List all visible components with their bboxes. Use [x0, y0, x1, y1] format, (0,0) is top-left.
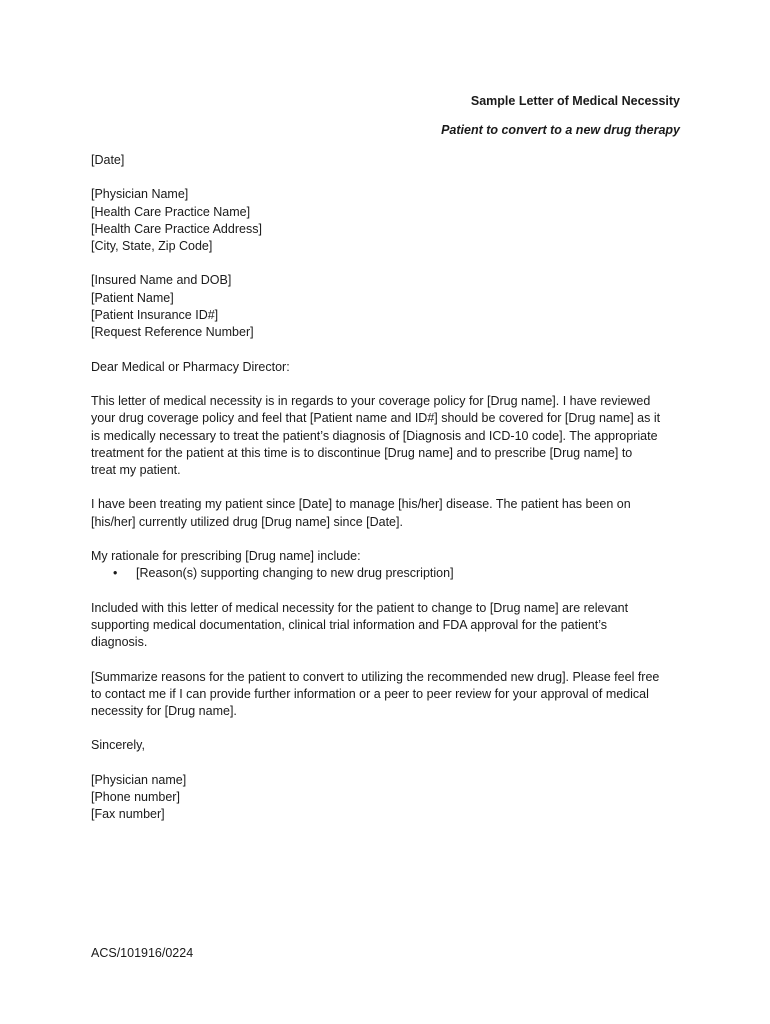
signature-block — [91, 772, 691, 824]
city-state-zip-line: [City, State, Zip Code] — [91, 239, 213, 254]
document-subtitle: Patient to convert to a new drug therapy — [441, 123, 680, 137]
paragraph-line: [his/her] currently utilized drug [Drug name] since [Date]. — [91, 514, 403, 529]
physician-address-block — [91, 186, 691, 255]
closing: Sincerely, — [91, 738, 145, 753]
paragraph-supporting-docs — [91, 600, 681, 652]
insurance-id-line: [Patient Insurance ID#] — [91, 308, 219, 323]
rationale-intro: My rationale for prescribing [Drug name] include: — [91, 549, 361, 564]
paragraph-line: treatment for the patient at this time is to discontinue [Drug name] and to prescribe [Drug name] to — [91, 445, 633, 460]
document-title: Sample Letter of Medical Necessity — [470, 94, 680, 108]
paragraph-line: diagnosis. — [91, 635, 148, 650]
paragraph-summary — [91, 669, 681, 721]
paragraph-line: [Summarize reasons for the patient to convert to utilizing the recommended new drug]. Please feel free — [91, 669, 660, 684]
patient-info-block — [91, 272, 691, 341]
paragraph-coverage — [91, 393, 681, 479]
signature-phone: [Phone number] — [91, 790, 180, 805]
reference-number-line: [Request Reference Number] — [91, 325, 254, 340]
patient-name-line: [Patient Name] — [91, 290, 174, 305]
signature-fax: [Fax number] — [91, 807, 165, 822]
salutation-block — [91, 359, 691, 376]
salutation: Dear Medical or Pharmacy Director: — [91, 359, 290, 374]
letter-body — [91, 152, 691, 841]
paragraph-line: This letter of medical necessity is in regards to your coverage policy for [Drug name]. I have reviewed — [91, 393, 651, 408]
date-block — [91, 152, 691, 169]
paragraph-line: is medically necessary to treat the patient’s diagnosis of [Diagnosis and ICD-10 code]. The appropriate — [91, 428, 658, 443]
list-item-text: [Reason(s) supporting changing to new drug prescription] — [136, 566, 454, 581]
paragraph-line: to contact me if I can provide further information or a peer to peer review for your approval of medical — [91, 686, 649, 701]
paragraph-line: supporting medical documentation, clinical trial information and FDA approval for the patient’s — [91, 617, 608, 632]
paragraph-line: Included with this letter of medical necessity for the patient to change to [Drug name] are relevant — [91, 600, 629, 615]
practice-address-line: [Health Care Practice Address] — [91, 221, 262, 236]
practice-name-line: [Health Care Practice Name] — [91, 204, 251, 219]
paragraph-line: your drug coverage policy and feel that [Patient name and ID#] should be covered for [Drug name] as it — [91, 411, 661, 426]
rationale-section — [91, 548, 691, 583]
date-line: [Date] — [91, 153, 125, 167]
physician-name-line: [Physician Name] — [91, 187, 189, 202]
footer-document-code: ACS/101916/0224 — [91, 946, 194, 960]
bullet-icon: • — [113, 566, 118, 581]
rationale-list — [91, 565, 691, 582]
paragraph-line: treat my patient. — [91, 463, 181, 478]
closing-block — [91, 737, 691, 754]
signature-physician-name: [Physician name] — [91, 772, 187, 787]
paragraph-line: I have been treating my patient since [Date] to manage [his/her] disease. The patient has been on — [91, 497, 631, 512]
list-item — [91, 565, 691, 582]
paragraph-treatment-history — [91, 496, 681, 531]
insured-name-line: [Insured Name and DOB] — [91, 273, 232, 288]
paragraph-line: necessity for [Drug name]. — [91, 704, 237, 719]
